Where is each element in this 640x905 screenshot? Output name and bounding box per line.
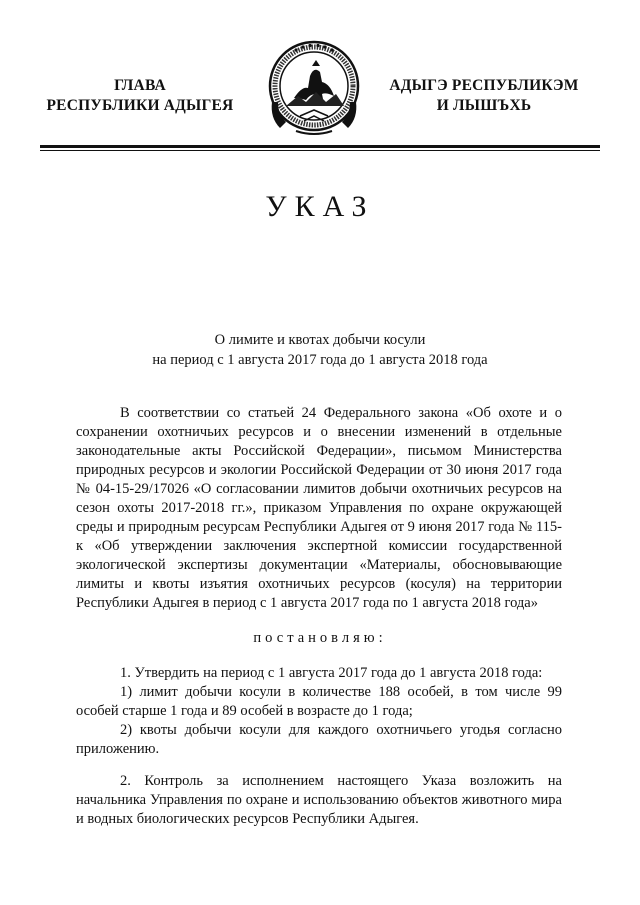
letterhead-right-line2: И ЛЫШЪХЬ — [436, 97, 532, 114]
item-2 — [76, 772, 562, 829]
letterhead-left-line2: РЕСПУБЛИКИ АДЫГЕЯ — [46, 97, 234, 114]
item-1-text: 1. Утвердить на период с 1 августа 2017 года до 1 августа 2018 года: — [120, 665, 543, 681]
letterhead — [0, 0, 640, 150]
item-1-2 — [76, 721, 562, 759]
item-1-2-text: 2) квоты добычи косули для каждого охотничьего угодья согласно приложению. — [76, 722, 562, 757]
item-1-1 — [76, 683, 562, 721]
header-divider-thick — [40, 145, 600, 148]
item-2-text: 2. Контроль за исполнением настоящего Указа возложить на начальника Управления по охране и использованию объектов животного мира и водных биологических ресурсов Республики Адыгея. — [76, 773, 562, 827]
preamble-text: В соответствии со статьей 24 Федерального закона «Об охоте и о сохранении охотничьих ресурсов и о внесении изменений в отдельные законодательные акты Российской Федерации», письмом Министерства природных ресурсов и экологии Российской Федерации от 30 июня 2017 года № 04-15-29/17026 «О согласовании лимитов добычи охотничьих ресурсов на сезон охоты 2017-2018 гг.», приказом Управления по охране окружающей среды и природным ресурсам Республики Адыгея от 9 июня 2017 года № 115-к «Об утверждении заключения экспертной комиссии государственной экологической экспертизы документации «Материалы, обосновывающие лимиты и квоты изъятия охотничьих ресурсов (косуля) на территории Республики Адыгея в период с 1 августа 2017 года по 1 августа 2018 года» — [76, 405, 562, 611]
preamble-paragraph — [76, 404, 562, 613]
letterhead-right-line1: АДЫГЭ РЕСПУБЛИКЭМ — [389, 77, 579, 94]
coat-of-arms-icon — [266, 36, 362, 138]
decree-word: постановляю: — [253, 630, 387, 646]
letterhead-left-line1: ГЛАВА — [114, 77, 166, 94]
subject-line-1: О лимите и квотах добычи косули — [214, 332, 426, 348]
item-1 — [76, 664, 562, 683]
item-1-1-text: 1) лимит добычи косули в количестве 188 особей, в том числе 99 особей старше 1 года и 89 особей в возрасте до 1 года; — [76, 684, 562, 719]
subject-line-2: на период с 1 августа 2017 года до 1 августа 2018 года — [152, 352, 488, 368]
document-title: УКАЗ — [265, 190, 375, 223]
letterhead-left — [40, 76, 240, 116]
header-divider-thin — [40, 150, 600, 151]
document-subject — [0, 330, 640, 370]
letterhead-right — [384, 76, 584, 116]
item-1-block — [76, 664, 562, 759]
